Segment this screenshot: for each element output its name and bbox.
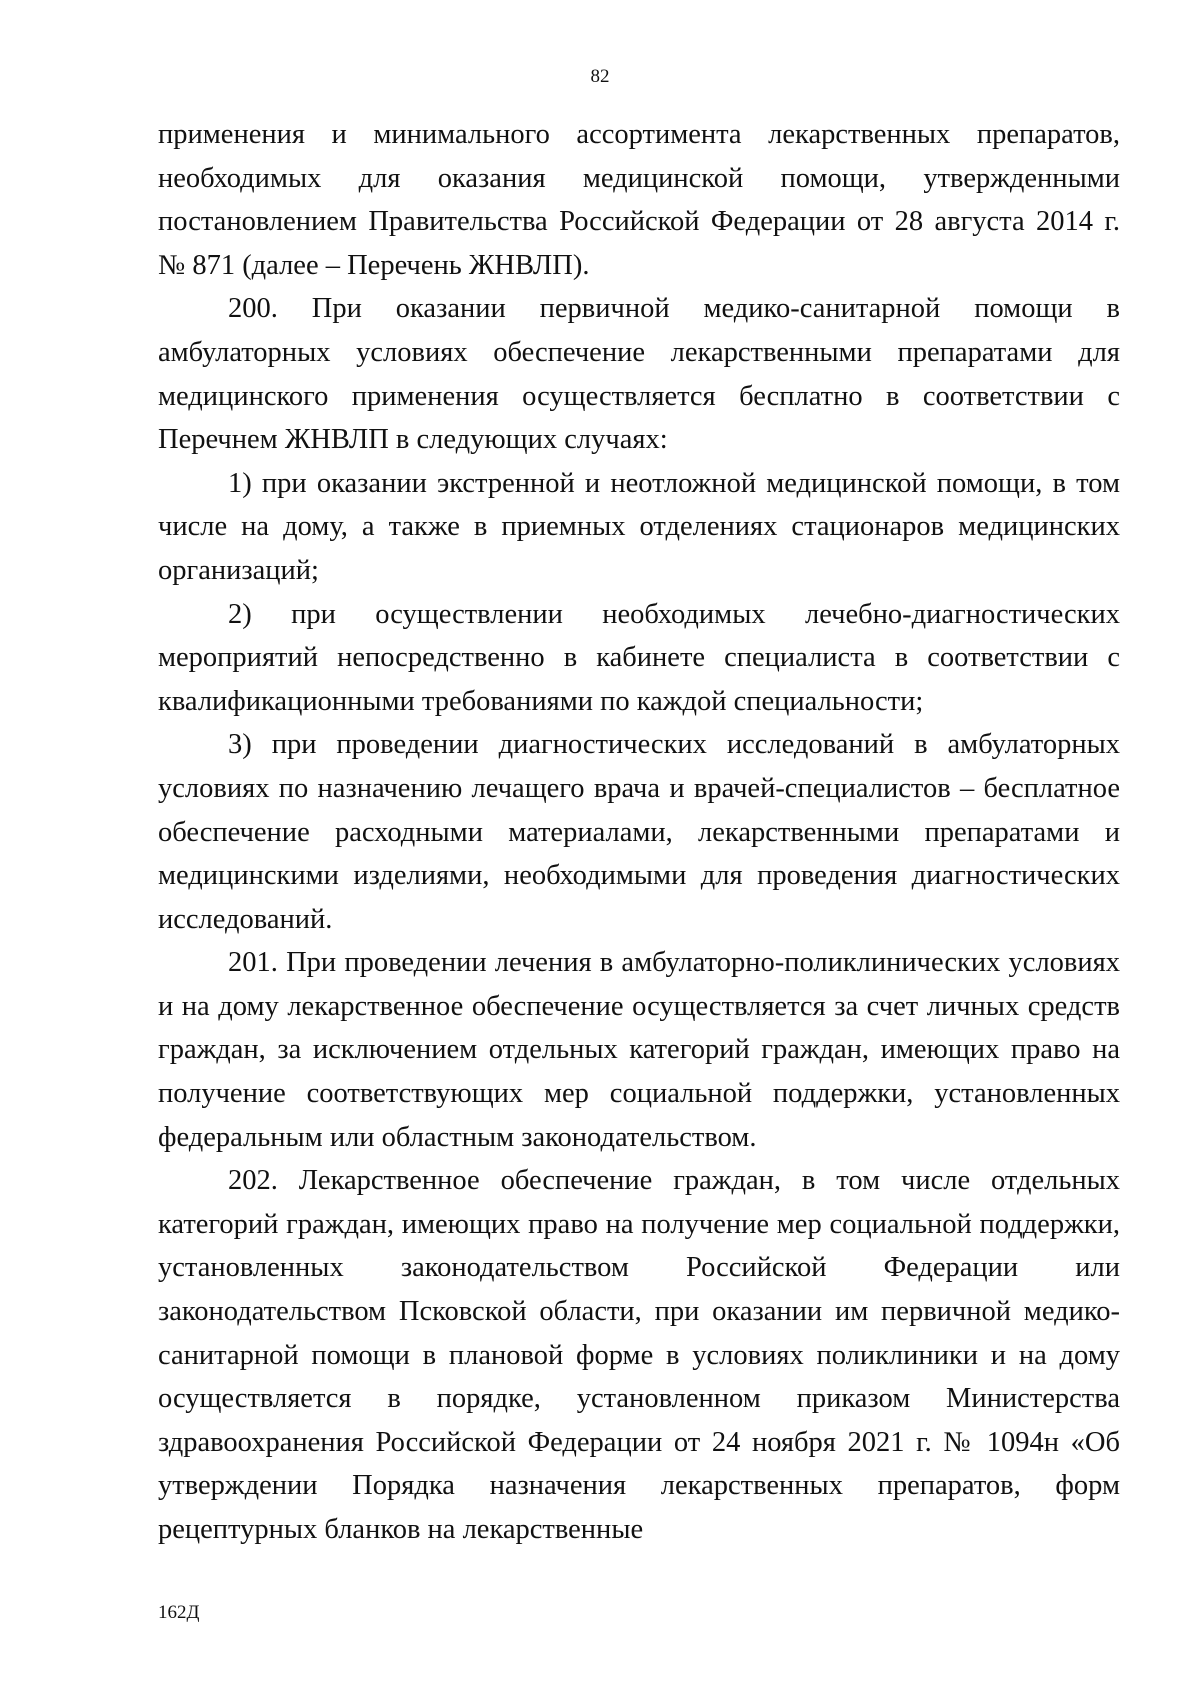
paragraph-200-item-1: 1) при оказании экстренной и неотложной медицинской помощи, в том числе на дому, а также в приемных отделениях стационаров медицинских организаций;	[158, 467, 1120, 586]
paragraph-continued: применения и минимального ассортимента лекарственных препаратов, необходимых для оказания медицинской помощи, утвержденными постановлением Правительства Российской Федерации от 28 августа 2014 г. № 871 (далее – Перечень ЖНВЛП).	[158, 119, 1120, 281]
paragraph-200: 200. При оказании первичной медико-санитарной помощи в амбулаторных условиях обеспечение лекарственными препаратами для медицинского применения осуществляется бесплатно в соответствии с Перечнем ЖНВЛП в следующих случаях:	[158, 293, 1120, 456]
paragraph-201: 201. При проведении лечения в амбулаторно-поликлинических условиях и на дому лекарственное обеспечение осуществляется за счет личных средств граждан, за исключением отдельных категорий граждан, имеющих право на получение соответствующих мер социальной поддержки, установленных федеральным или областным законодательством.	[158, 947, 1120, 1153]
document-body	[158, 113, 1120, 1552]
paragraph-202: 202. Лекарственное обеспечение граждан, в том числе отдельных категорий граждан, имеющих право на получение мер социальной поддержки, установленных законодательством Российской Федерации или законодательством Псковской области, при оказании им первичной медико-санитарной помощи в плановой форме в условиях поликлиники и на дому осуществляется в порядке, установленном приказом Министерства здравоохранения Российской Федерации от 24 ноября 2021 г. № 1094н «Об утверждении Порядка назначения лекарственных препаратов, форм рецептурных бланков на лекарственные	[158, 1165, 1120, 1545]
document-code: 162Д	[158, 1602, 200, 1623]
paragraph-200-item-3: 3) при проведении диагностических исследований в амбулаторных условиях по назначению лечащего врача и врачей-специалистов – бесплатное обеспечение расходными материалами, лекарственными препаратами и медицинскими изделиями, необходимыми для проведения диагностических исследований.	[158, 729, 1120, 935]
page-number: 82	[590, 66, 610, 87]
paragraph-200-item-2: 2) при осуществлении необходимых лечебно-диагностических мероприятий непосредственно в кабинете специалиста в соответствии с квалификационными требованиями по каждой специальности;	[158, 598, 1120, 717]
